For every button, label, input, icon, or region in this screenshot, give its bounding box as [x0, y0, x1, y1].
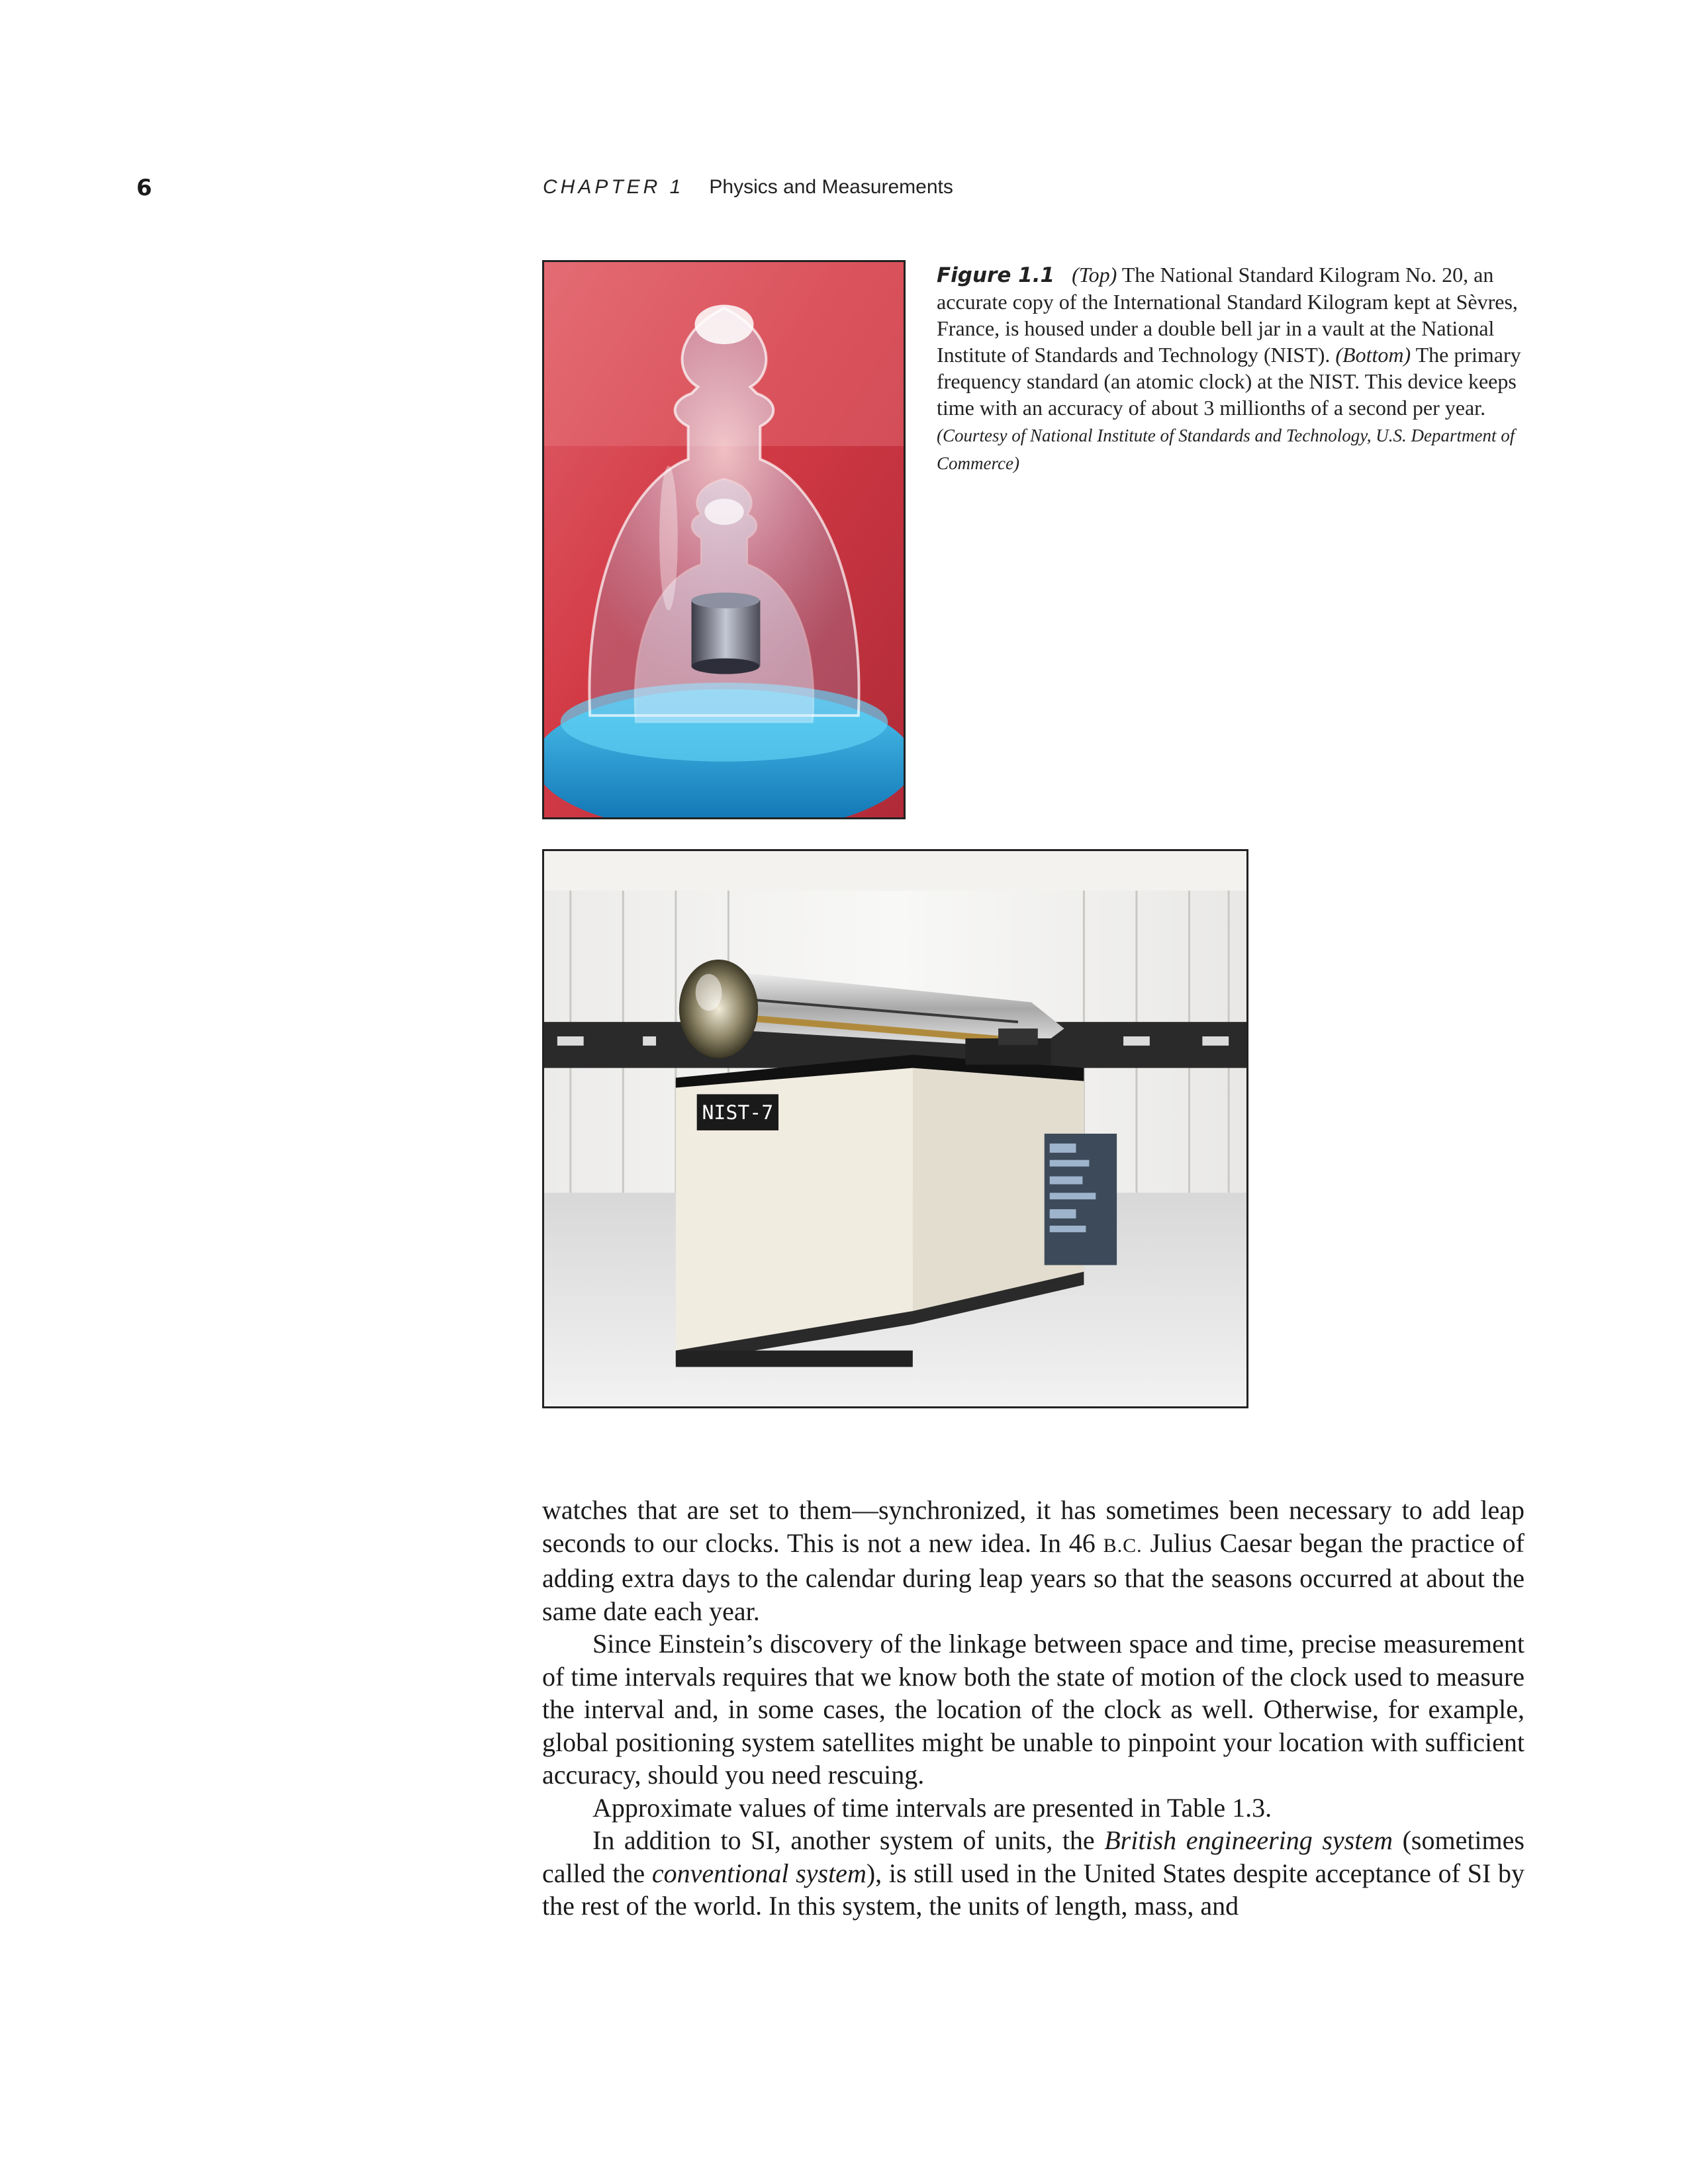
paragraph: Approximate values of time intervals are presented in Table 1.3.: [592, 1792, 1272, 1823]
paragraph: watches that are set to them—synchronized, it has sometimes been necessary to add leap seconds to our clocks. This is not a new idea. In 46 B.C. Julius Caesar began the practice of adding extra days to the calendar during leap years so that the seasons occurred at about the same date each year.: [542, 1495, 1524, 1626]
caption-bottom-tag: (Bottom): [1335, 343, 1411, 367]
chapter-title: Physics and Measurements: [709, 176, 953, 198]
paragraph: Since Einstein’s discovery of the linkage between space and time, precise measurement of time intervals requires that we know both the state of motion of the clock used to measure the interval and, in some cases, the location of the clock as well. Otherwise, for example, global positioning system satellites might be unable to pinpoint your location with sufficient accuracy, should you need rescuing.: [542, 1629, 1524, 1790]
paragraph: In addition to SI, another system of units, the British engineering system (sometimes called the conventional system), is still used in the United States despite acceptance of SI by the rest of the world. In this system, the units of length, mass, and: [542, 1825, 1525, 1921]
figure-caption: [937, 261, 1532, 477]
nist-7-label: NIST-7: [702, 1101, 774, 1125]
body-text: [542, 1494, 1524, 1923]
caption-top-tag: (Top): [1072, 263, 1117, 287]
atomic-clock-photo: [542, 849, 1248, 1408]
caption-text-top: The National Standard Kilogram No. 20, an accurate copy of the International Standard Kilogram kept at Sèvres, France, is housed under a double bell jar in a vault at the National Institute of Standards and Technology (NIST).: [937, 263, 1518, 367]
term-british-engineering-system: British engineering system: [1104, 1825, 1393, 1855]
caption-text-bottom: The primary frequency standard (an atomic clock) at the NIST. This device keeps time with an accuracy of about 3 millionths of a second per year.: [937, 343, 1521, 420]
kilogram-photo: [542, 260, 906, 819]
photo-credit: (Courtesy of National Institute of Standards and Technology, U.S. Department of Commerce): [937, 426, 1515, 473]
page-number: 6: [136, 175, 152, 201]
chapter-label: CHAPTER 1: [543, 176, 684, 198]
figure-label: Figure 1.1: [937, 263, 1055, 287]
running-head: [543, 176, 953, 199]
term-conventional-system: conventional system: [651, 1858, 867, 1888]
